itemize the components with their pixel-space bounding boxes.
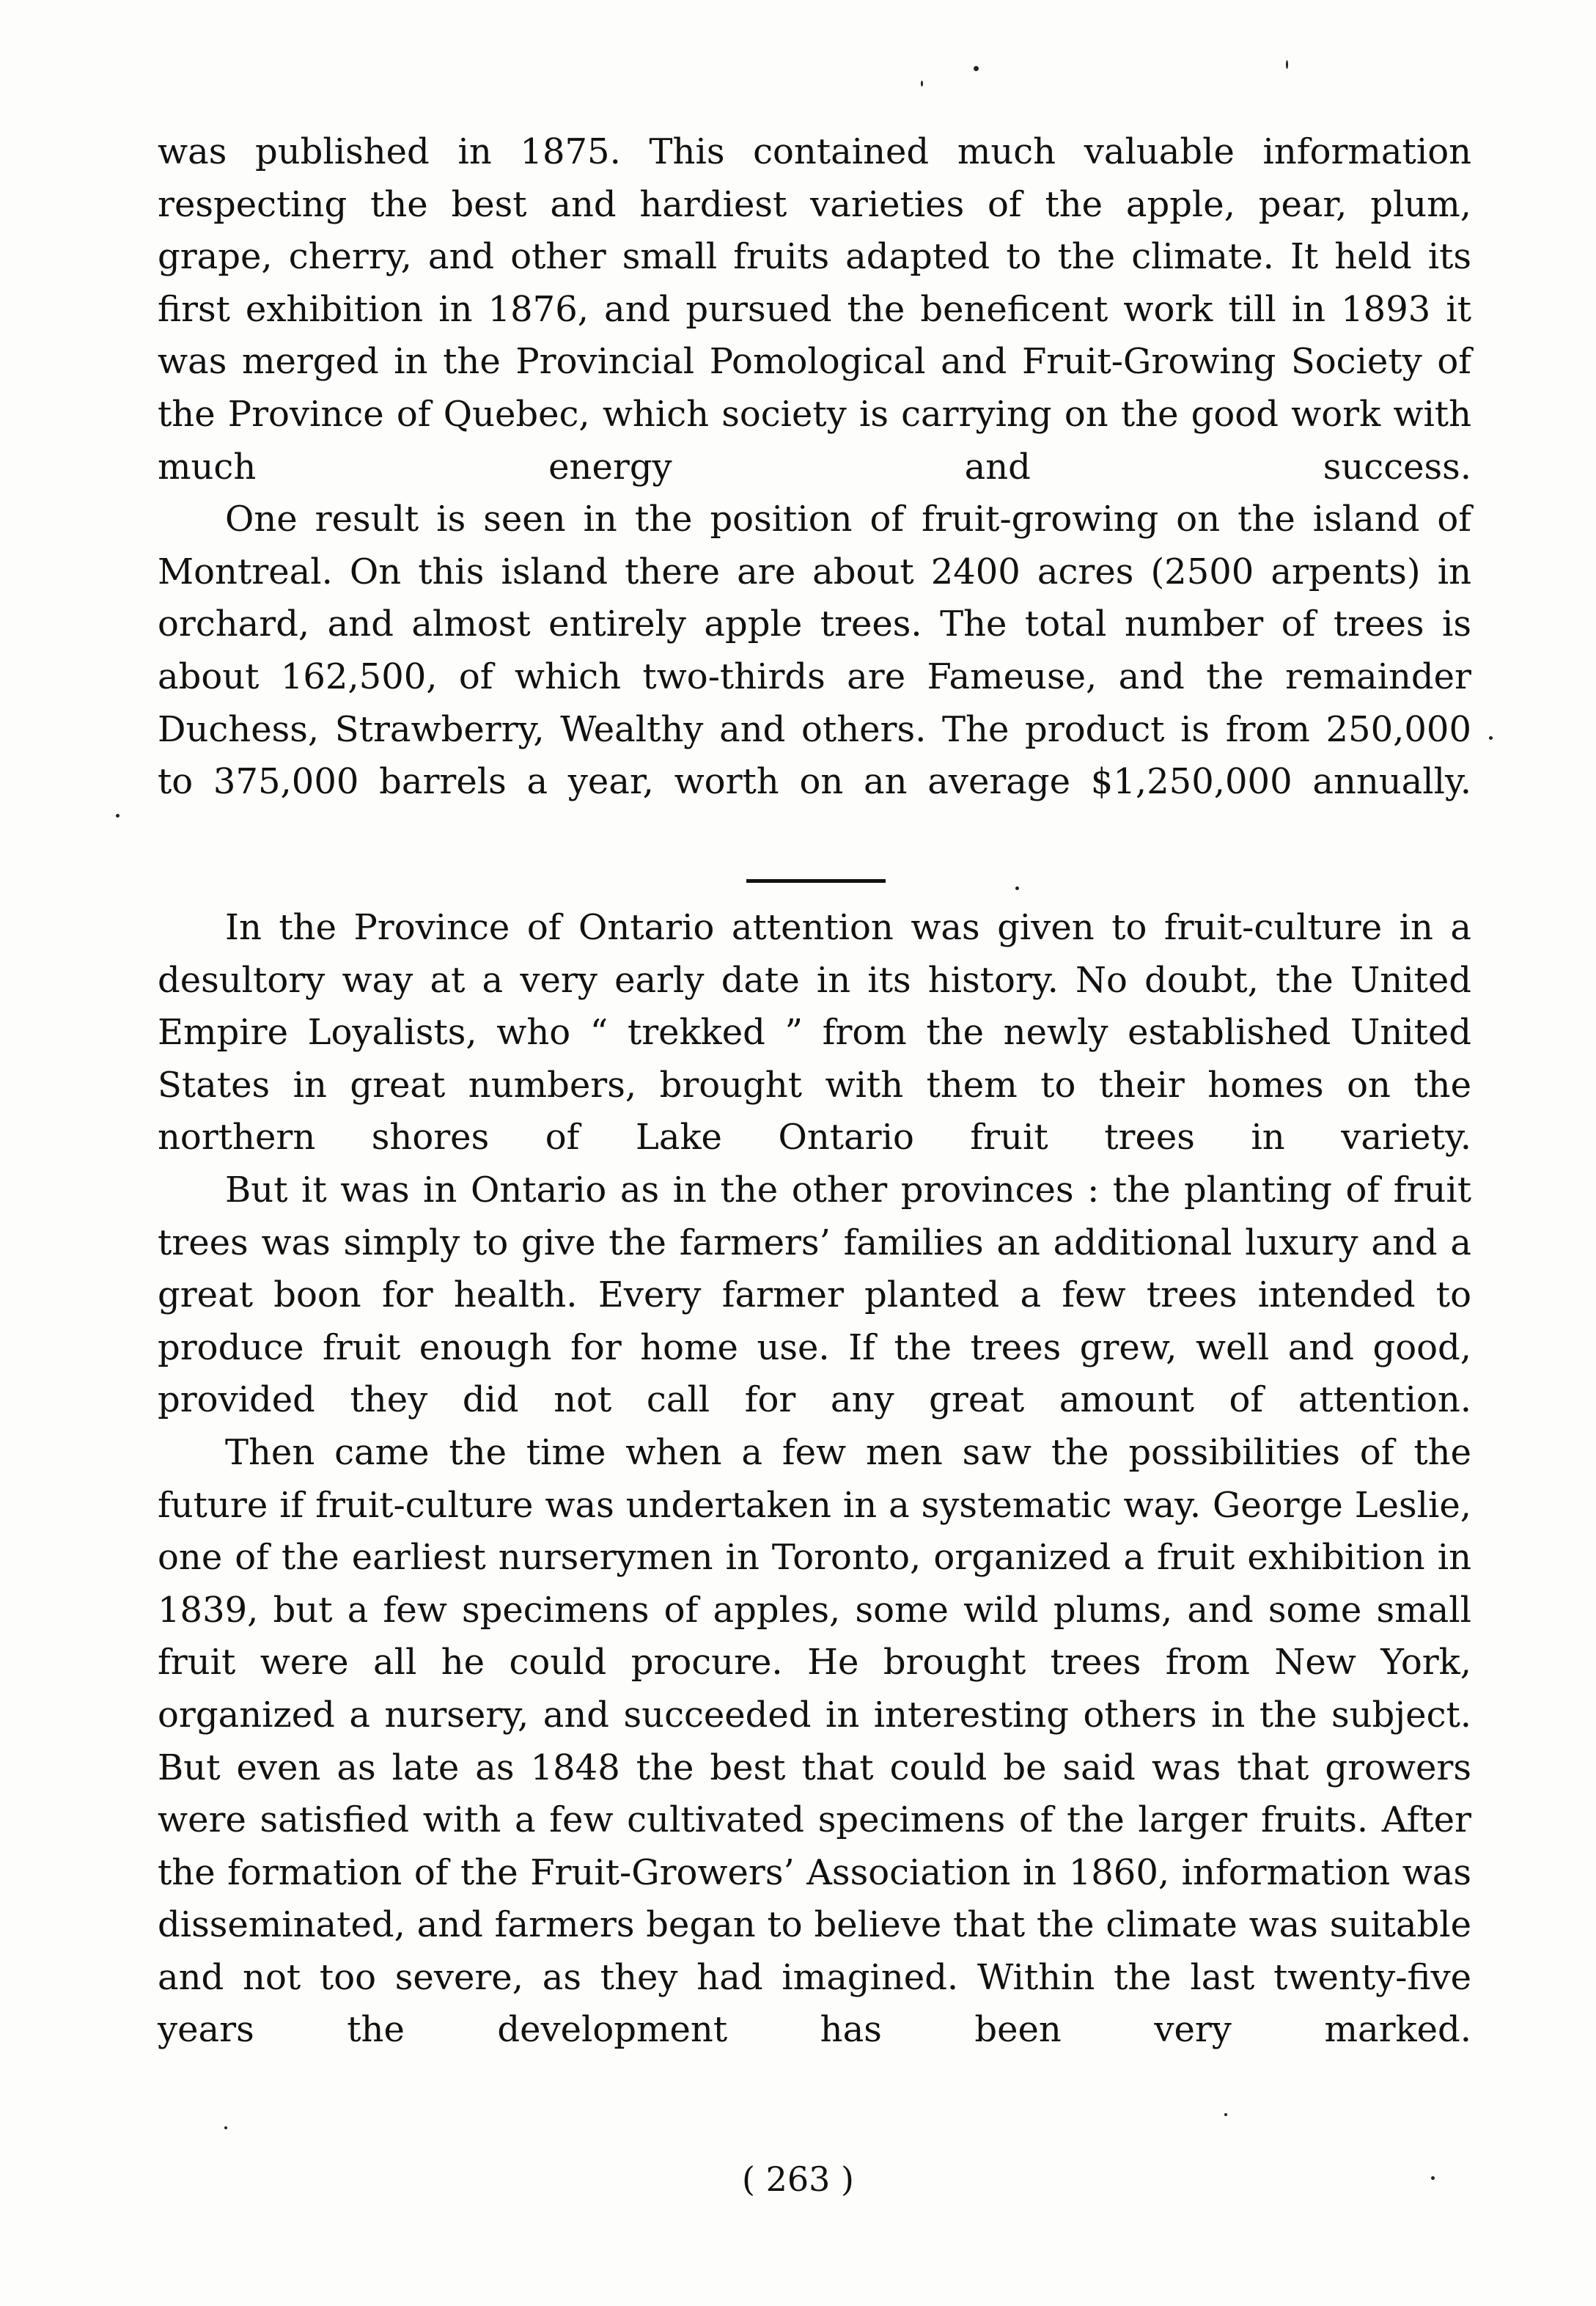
lower-text — [158, 902, 1471, 2057]
scan-speck — [224, 2126, 227, 2129]
scan-speck — [974, 66, 979, 71]
paragraph-continued: was published in 1875. This contained much valuable information respecting the best and hardiest varieties of the apple, pear, plum, grape, cherry, and other small fruits adapted to the climate. It held its first exhibition in 1876, and pursued the beneficent work till in 1893 it was merged in the Provincial Pomological and Fruit-Growing Society of the Province of Quebec, which society is carrying on the good work with much energy and success. — [158, 131, 1471, 488]
paragraph-leslie: Then came the time when a few men saw the possibilities of the future if fruit-culture was undertaken in a systematic way. George Leslie, one of the earliest nurserymen in Toronto, organized a fruit exhibition in 1839, but a few specimens of apples, some wild plums, and some small fruit were all he could procure. He brought trees from New York, organized a nursery, and succeeded in interesting others in the subject. But even as late as 1848 the best that could be said was that growers were satisfied with a few cultivated specimens of the larger fruits. After the formation of the Fruit-Growers’ Association in 1860, information was disseminated, and farmers began to believe that the climate was suitable and not too severe, as they had imagined. Within the last twenty-five years the development has been very marked. — [158, 1431, 1471, 2051]
scan-speck — [921, 81, 923, 87]
scan-speck — [1286, 60, 1288, 69]
section-divider — [746, 879, 886, 883]
scan-speck — [1224, 2113, 1227, 2116]
page-number: ( 263 ) — [742, 2159, 854, 2199]
scan-speck — [1015, 886, 1019, 890]
scan-speck — [116, 814, 119, 818]
paragraph-provinces: But it was in Ontario as in the other provinces : the planting of fruit trees was simply to give the farmers’ families an additional luxury and a great boon for health. Every farmer planted a few trees intended to produce fruit enough for home use. If the trees grew, well and good, provided they did not call for any great amount of attention. — [158, 1169, 1471, 1421]
scan-speck — [1489, 736, 1493, 740]
upper-text — [158, 126, 1471, 809]
paragraph-ontario: In the Province of Ontario attention was given to fruit-culture in a desultory way at a very early date in its history. No doubt, the United Empire Loyalists, who “ trekked ” from the newly established United States in great numbers, brought with them to their homes on the northern shores of Lake Ontario fruit trees in variety. — [158, 907, 1471, 1158]
paragraph-montreal: One result is seen in the position of fruit-growing on the island of Montreal. On this island there are about 2400 acres (2500 arpents) in orchard, and almost entirely apple trees. The total number of trees is about 162,500, of which two-thirds are Fameuse, and the remainder Duchess, Strawberry, Wealthy and others. The product is from 250,000 to 375,000 barrels a year, worth on an average $1,250,000 annually. — [158, 499, 1471, 803]
